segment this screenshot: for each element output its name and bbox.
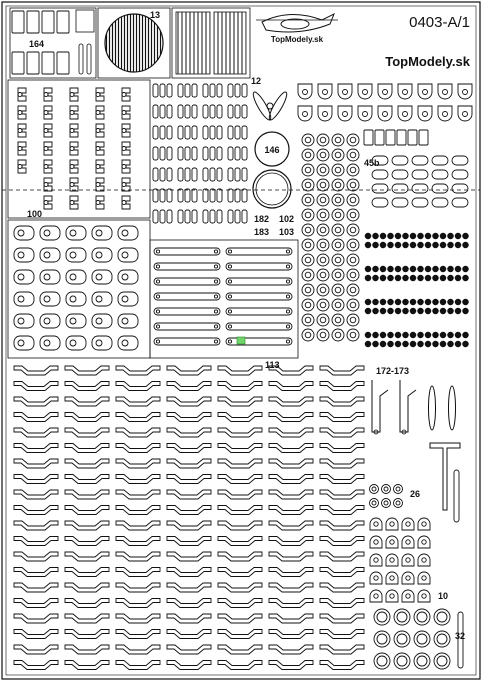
rivet-dot	[365, 266, 371, 272]
label-32: 32	[455, 631, 466, 641]
green-marker	[237, 337, 245, 344]
rivet-dot	[418, 233, 424, 239]
rivet-dot	[455, 242, 461, 248]
rivet-dot	[448, 266, 454, 272]
rivet-dot	[373, 308, 379, 314]
rivet-dot	[403, 341, 409, 347]
rivet-dot	[373, 275, 379, 281]
rivet-dot	[403, 242, 409, 248]
rivet-dot	[388, 308, 394, 314]
rivet-dot	[433, 233, 439, 239]
rivet-dot	[365, 341, 371, 347]
rivet-dot	[440, 275, 446, 281]
rivet-dot	[395, 308, 401, 314]
label-113: 113	[265, 360, 280, 370]
rivet-dot	[455, 299, 461, 305]
rivet-dot	[425, 266, 431, 272]
rivet-dot	[380, 233, 386, 239]
rivet-dot	[418, 242, 424, 248]
label-164: 164	[29, 39, 45, 49]
rivet-dot	[365, 299, 371, 305]
rivet-dot	[373, 332, 379, 338]
rivet-dot	[403, 308, 409, 314]
rivet-dot	[395, 275, 401, 281]
rivet-dot	[433, 341, 439, 347]
label-13: 13	[150, 10, 161, 20]
rivet-dot	[380, 275, 386, 281]
rivet-dot	[373, 299, 379, 305]
rivet-dot	[388, 332, 394, 338]
rivet-dot	[373, 242, 379, 248]
brand-label: TopModely.sk	[385, 54, 470, 69]
rivet-dot	[463, 242, 469, 248]
rivet-dot	[448, 341, 454, 347]
rivet-dot	[448, 233, 454, 239]
rivet-dot	[380, 266, 386, 272]
rivet-dot	[380, 299, 386, 305]
rivet-dot	[418, 332, 424, 338]
rivet-dot	[410, 341, 416, 347]
label-102: 102	[279, 214, 295, 224]
rivet-dot	[433, 275, 439, 281]
rivet-dot	[388, 266, 394, 272]
rivet-dot	[365, 275, 371, 281]
rivet-dot	[395, 266, 401, 272]
rivet-dot	[418, 308, 424, 314]
rivet-dot	[425, 332, 431, 338]
rivet-dot	[418, 299, 424, 305]
rivet-dot	[463, 266, 469, 272]
rivet-dot	[448, 299, 454, 305]
rivet-dot	[455, 275, 461, 281]
rivet-dot	[448, 308, 454, 314]
rivet-dot	[410, 332, 416, 338]
rivet-dot	[410, 266, 416, 272]
rivet-dot	[433, 332, 439, 338]
rivet-dot	[455, 332, 461, 338]
rivet-dot	[463, 233, 469, 239]
rivet-dot	[410, 233, 416, 239]
rivet-dot	[373, 266, 379, 272]
rivet-dot	[388, 233, 394, 239]
rivet-dot	[455, 266, 461, 272]
rivet-dot	[388, 275, 394, 281]
rivet-dot	[440, 299, 446, 305]
rivet-dot	[365, 242, 371, 248]
label-10: 10	[438, 591, 449, 601]
rivet-dot	[433, 266, 439, 272]
rivet-dot	[463, 275, 469, 281]
rivet-dot	[463, 299, 469, 305]
rivet-dot	[365, 233, 371, 239]
rivet-dot	[395, 233, 401, 239]
rivet-dot	[425, 341, 431, 347]
rivet-dot	[403, 299, 409, 305]
rivet-dot	[455, 308, 461, 314]
rivet-dot	[380, 308, 386, 314]
label-103: 103	[279, 227, 295, 237]
rivet-dot	[403, 233, 409, 239]
rivet-dot	[365, 308, 371, 314]
rivet-dot	[403, 332, 409, 338]
rivet-dot	[373, 233, 379, 239]
rivet-dot	[425, 308, 431, 314]
rivet-dot	[433, 308, 439, 314]
rivet-dot	[395, 299, 401, 305]
rivet-dot	[448, 332, 454, 338]
rivet-dot	[425, 242, 431, 248]
rivet-dot	[380, 332, 386, 338]
rivet-dot	[455, 341, 461, 347]
rivet-dot	[395, 242, 401, 248]
rivet-dot	[433, 242, 439, 248]
rivet-dot	[463, 332, 469, 338]
rivet-dot	[440, 341, 446, 347]
label-45b: 45b	[364, 158, 380, 168]
rivet-dot	[410, 275, 416, 281]
rivet-dot	[395, 341, 401, 347]
rivet-dot	[425, 275, 431, 281]
rivet-dot	[433, 299, 439, 305]
rivet-dot	[403, 275, 409, 281]
rivet-dot	[395, 332, 401, 338]
rivet-dot	[365, 332, 371, 338]
label-26: 26	[410, 489, 421, 499]
rivet-dot	[418, 275, 424, 281]
rivet-dot	[440, 332, 446, 338]
rivet-dot	[440, 242, 446, 248]
rivet-dot	[410, 242, 416, 248]
rivet-dot	[463, 341, 469, 347]
rivet-dot	[448, 242, 454, 248]
rivet-dot	[388, 299, 394, 305]
rivet-dot	[410, 308, 416, 314]
rivet-dot	[388, 341, 394, 347]
label-183: 183	[254, 227, 270, 237]
rivet-dot	[373, 341, 379, 347]
rivet-dot	[418, 266, 424, 272]
rivet-dot	[448, 275, 454, 281]
rivet-dot	[425, 233, 431, 239]
rivet-dot	[440, 233, 446, 239]
rivet-dot	[440, 308, 446, 314]
label-172-173: 172-173	[376, 366, 410, 376]
label-100: 100	[27, 209, 43, 219]
rivet-dot	[425, 299, 431, 305]
logo-text: TopModely.sk	[270, 35, 324, 44]
label-12: 12	[251, 76, 262, 86]
label-146: 146	[264, 145, 280, 155]
rivet-dot	[418, 341, 424, 347]
rivet-dot	[403, 266, 409, 272]
label-182: 182	[254, 214, 270, 224]
sheet-code-label: 0403-A/1	[409, 14, 470, 31]
rivet-dot	[380, 242, 386, 248]
rivet-dot	[380, 341, 386, 347]
rivet-dot	[410, 299, 416, 305]
rivet-dot	[440, 266, 446, 272]
rivet-dot	[463, 308, 469, 314]
rivet-dot	[388, 242, 394, 248]
rivet-dot	[455, 233, 461, 239]
